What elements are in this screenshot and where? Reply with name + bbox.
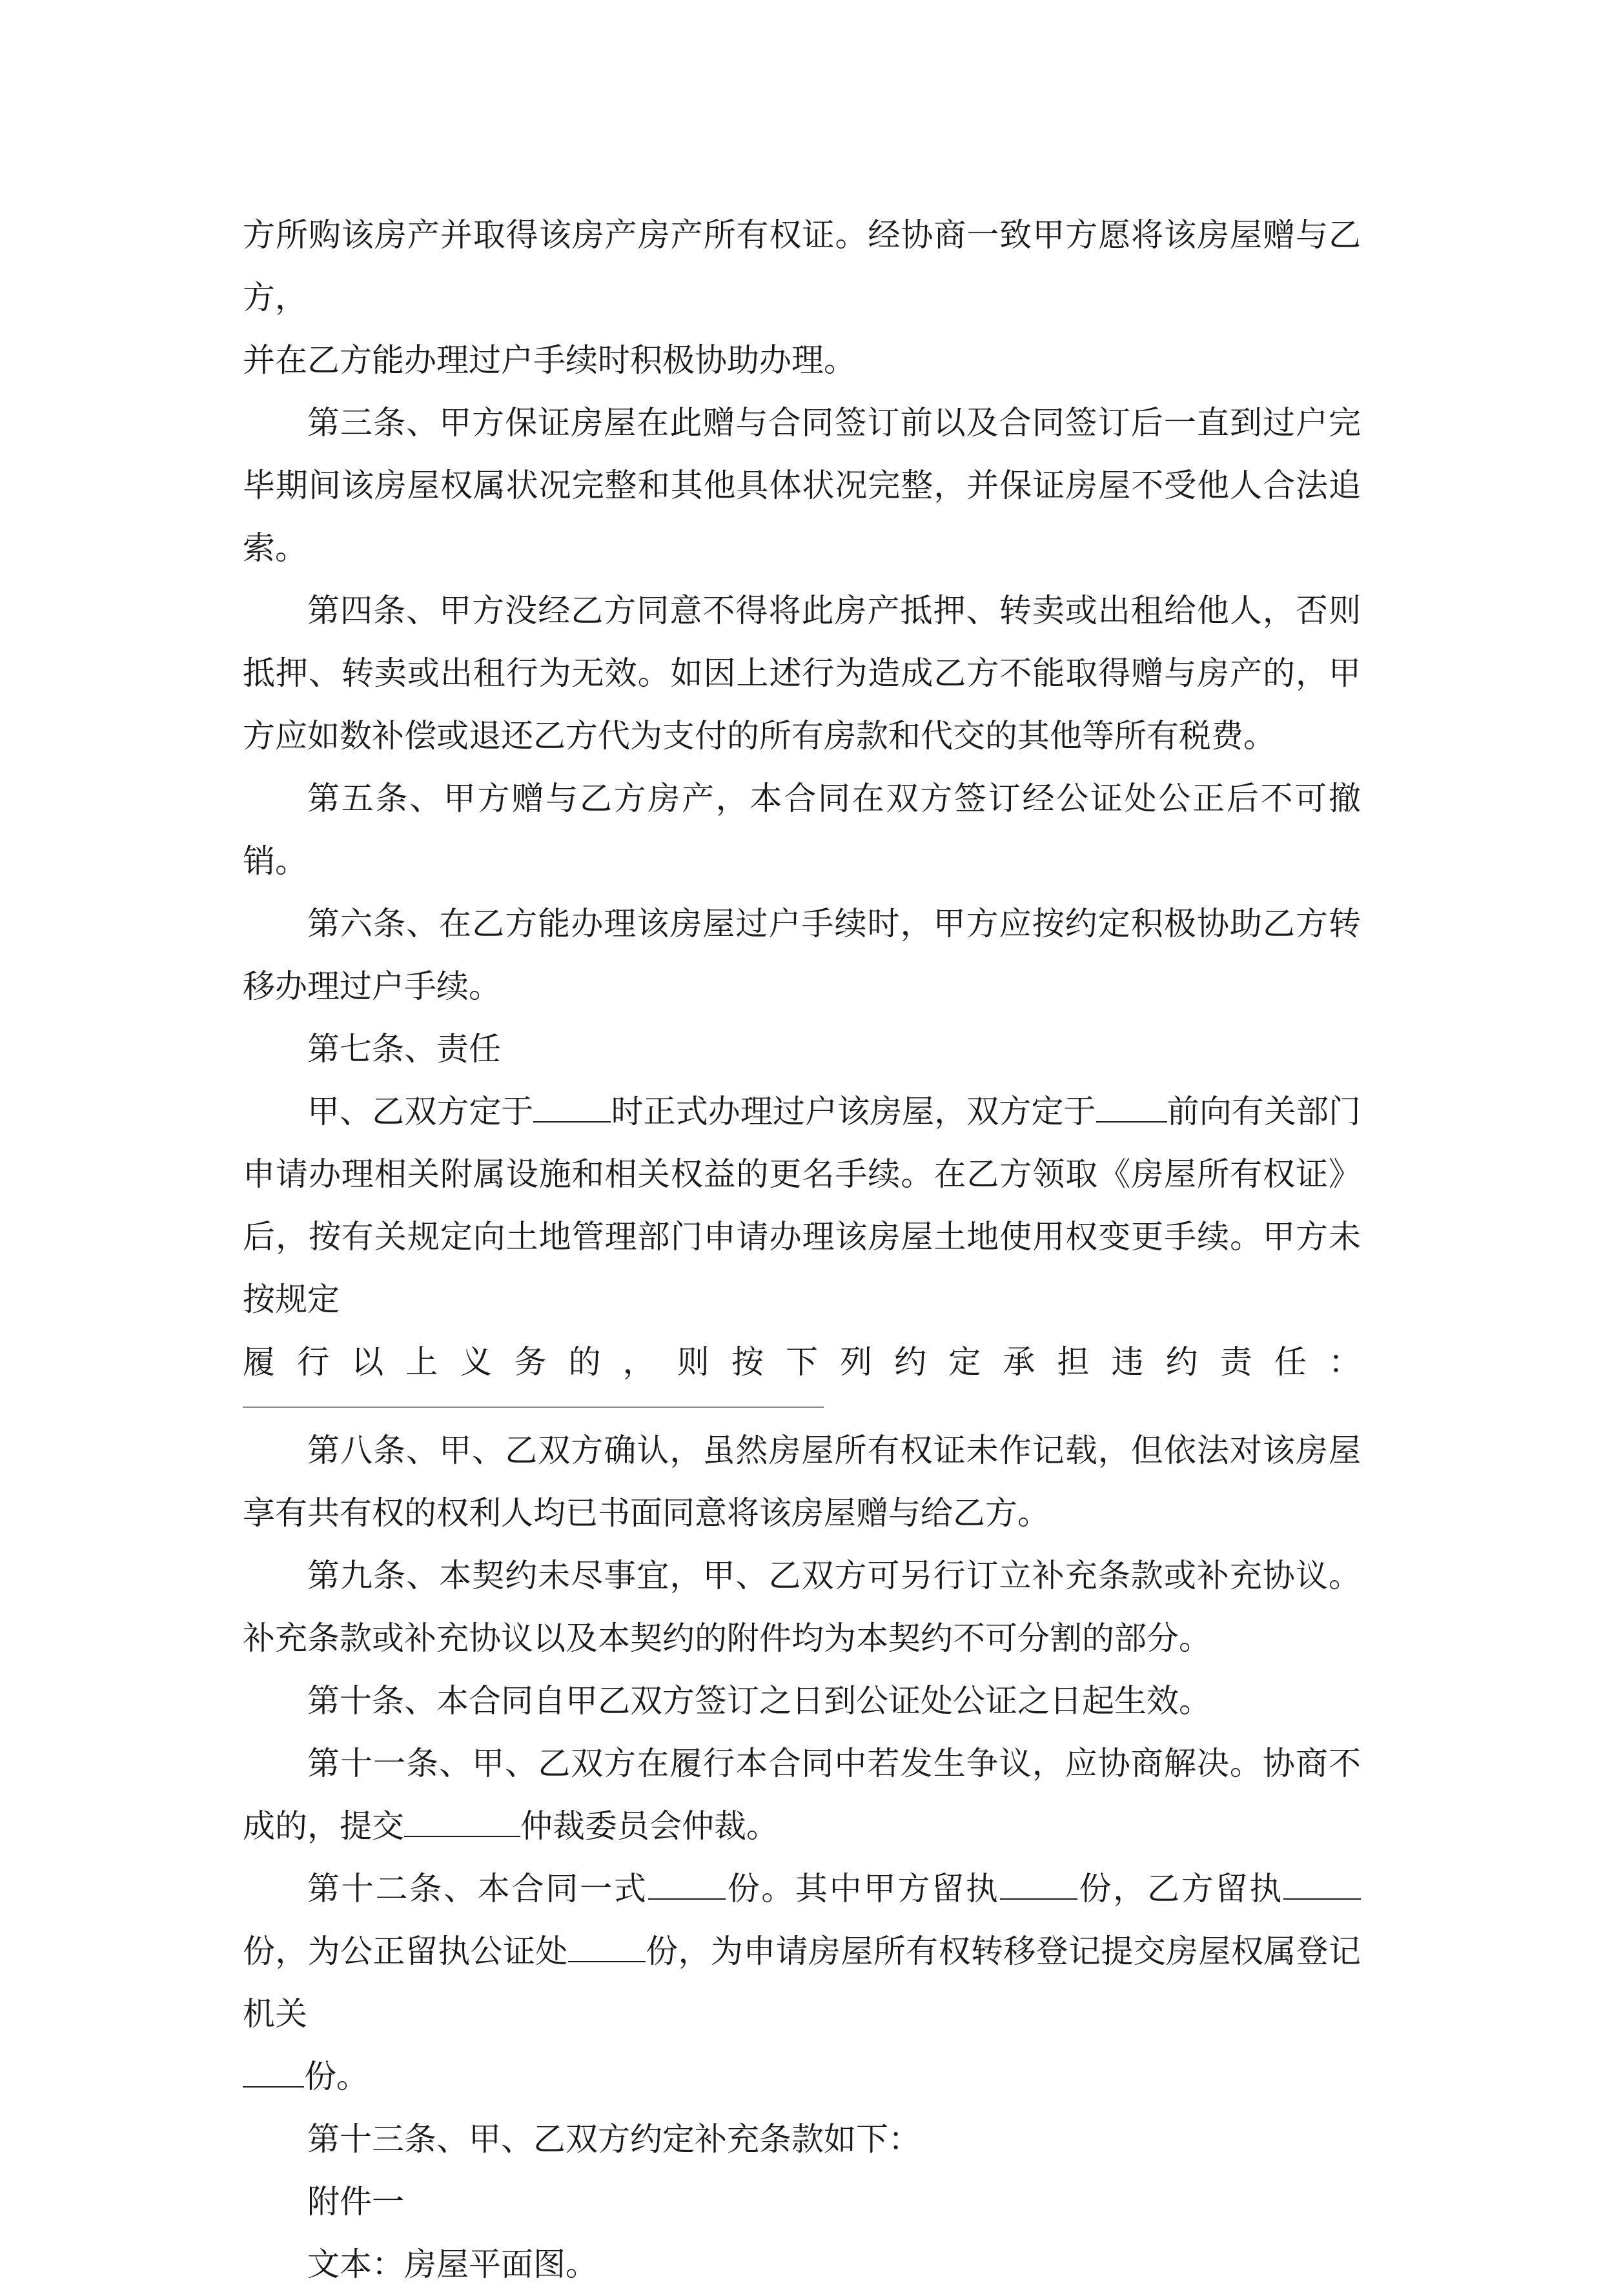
document-body: [243, 204, 1361, 2296]
char: 担: [1057, 1343, 1090, 1381]
article-9: 第九条、本契约未尽事宜，甲、乙双方可另行订立补充条款或补充协议。补充条款或补充协议以及本契约的附件均为本契约不可分割的部分。: [243, 1557, 1361, 1657]
text-fragment: 前向有关部门申请办理相关附属设施和相关权益的更名手续。在乙方领取《房屋所有权证》后，按有关规定向土地管理部门申请办理该房屋土地使用权变更手续。甲方未按规定: [243, 1093, 1361, 1318]
char: ，: [622, 1343, 655, 1381]
fill-in-blank: [568, 1935, 646, 1962]
char: 上: [405, 1343, 438, 1381]
char: 违: [1111, 1343, 1144, 1381]
article-6: 第六条、在乙方能办理该房屋过户手续时，甲方应按约定积极协助乙方转移办理过户手续。: [243, 905, 1361, 1005]
fill-in-blank: [243, 2060, 304, 2088]
fill-in-blank: [1283, 1873, 1361, 1900]
char: 以: [351, 1343, 384, 1381]
fill-in-blank: [404, 1810, 520, 1837]
text-fragment: 份，乙方留执: [1077, 1870, 1284, 1907]
char: ：: [1328, 1343, 1361, 1381]
article-7-last-line: [243, 1331, 1361, 1394]
char: 任: [1274, 1343, 1307, 1381]
char: 则: [677, 1343, 709, 1381]
text-fragment: 份，为公正留执公证处: [243, 1933, 568, 1970]
char: 义: [460, 1343, 493, 1381]
text-fragment: 份。其中甲方留执: [725, 1870, 1000, 1907]
text-fragment: 第十一条、甲、乙双方在履行本合同中若发生争议，应协商解决。协商不成的，提交: [243, 1745, 1361, 1845]
fill-in-blank: [533, 1095, 611, 1123]
text-fragment: 时正式办理过户该房屋，双方定于: [611, 1093, 1096, 1130]
char: 责: [1219, 1343, 1252, 1381]
char: 行: [297, 1343, 330, 1381]
char: 下: [785, 1343, 818, 1381]
article-10: 第十条、本合同自甲乙双方签订之日到公证处公证之日起生效。: [307, 1682, 1211, 1720]
char: 约: [1165, 1343, 1198, 1381]
article-3: 第三条、甲方保证房屋在此赠与合同签订前以及合同签订后一直到过户完毕期间该房屋权属状况完整和其他具体状况完整，并保证房屋不受他人合法追索。: [243, 404, 1361, 567]
char: 的: [568, 1343, 601, 1381]
fill-in-blank: [1096, 1095, 1167, 1123]
char: 承: [1003, 1343, 1035, 1381]
char: 按: [731, 1343, 764, 1381]
article-13: 第十三条、甲、乙双方约定补充条款如下：: [307, 2120, 921, 2158]
attachment-title: 附件一: [307, 2183, 404, 2220]
fill-in-blank: [1000, 1873, 1077, 1900]
text-line: 并在乙方能办理过户手续时积极协助办理。: [243, 341, 856, 379]
char: 务: [514, 1343, 547, 1381]
article-5: 第五条、甲方赠与乙方房产，本合同在双方签订经公证处公正后不可撤销。: [243, 780, 1361, 880]
text-fragment: 份。: [304, 2058, 369, 2095]
char: 履: [243, 1343, 275, 1381]
article-8: 第八条、甲、乙双方确认，虽然房屋所有权证未作记载，但依法对该房屋享有共有权的权利人均已书面同意将该房屋赠与给乙方。: [243, 1432, 1361, 1532]
article-7-body: [243, 1081, 1361, 1331]
fill-in-blank: [648, 1873, 726, 1900]
text-fragment: 甲、乙双方定于: [307, 1093, 534, 1130]
char: 约: [894, 1343, 927, 1381]
attachment-text: 文本：房屋平面图。: [307, 2246, 598, 2283]
fill-in-line: [243, 1407, 824, 1408]
char: 列: [840, 1343, 873, 1381]
article-11: [243, 1732, 1361, 1858]
text-fragment: 份，为申请房屋所有权转移登记提交房屋权属登记机关: [243, 1933, 1361, 2033]
article-12: [243, 1858, 1361, 2108]
text-fragment: 仲裁委员会仲裁。: [520, 1807, 779, 1845]
char: 定: [948, 1343, 981, 1381]
article-4: 第四条、甲方没经乙方同意不得将此房产抵押、转卖或出租给他人，否则抵押、转卖或出租行为无效。如因上述行为造成乙方不能取得赠与房产的，甲方应如数补偿或退还乙方代为支付的所有房款和代交的其他等所有税费。: [243, 592, 1361, 755]
article-7-title: 第七条、责任: [307, 1030, 501, 1068]
paragraph-article-2-continued: [243, 204, 1361, 392]
text-fragment: 第十二条、本合同一式: [307, 1870, 648, 1907]
text-line: 方所购该房产并取得该房产房产所有权证。经协商一致甲方愿将该房屋赠与乙方，: [243, 216, 1361, 316]
